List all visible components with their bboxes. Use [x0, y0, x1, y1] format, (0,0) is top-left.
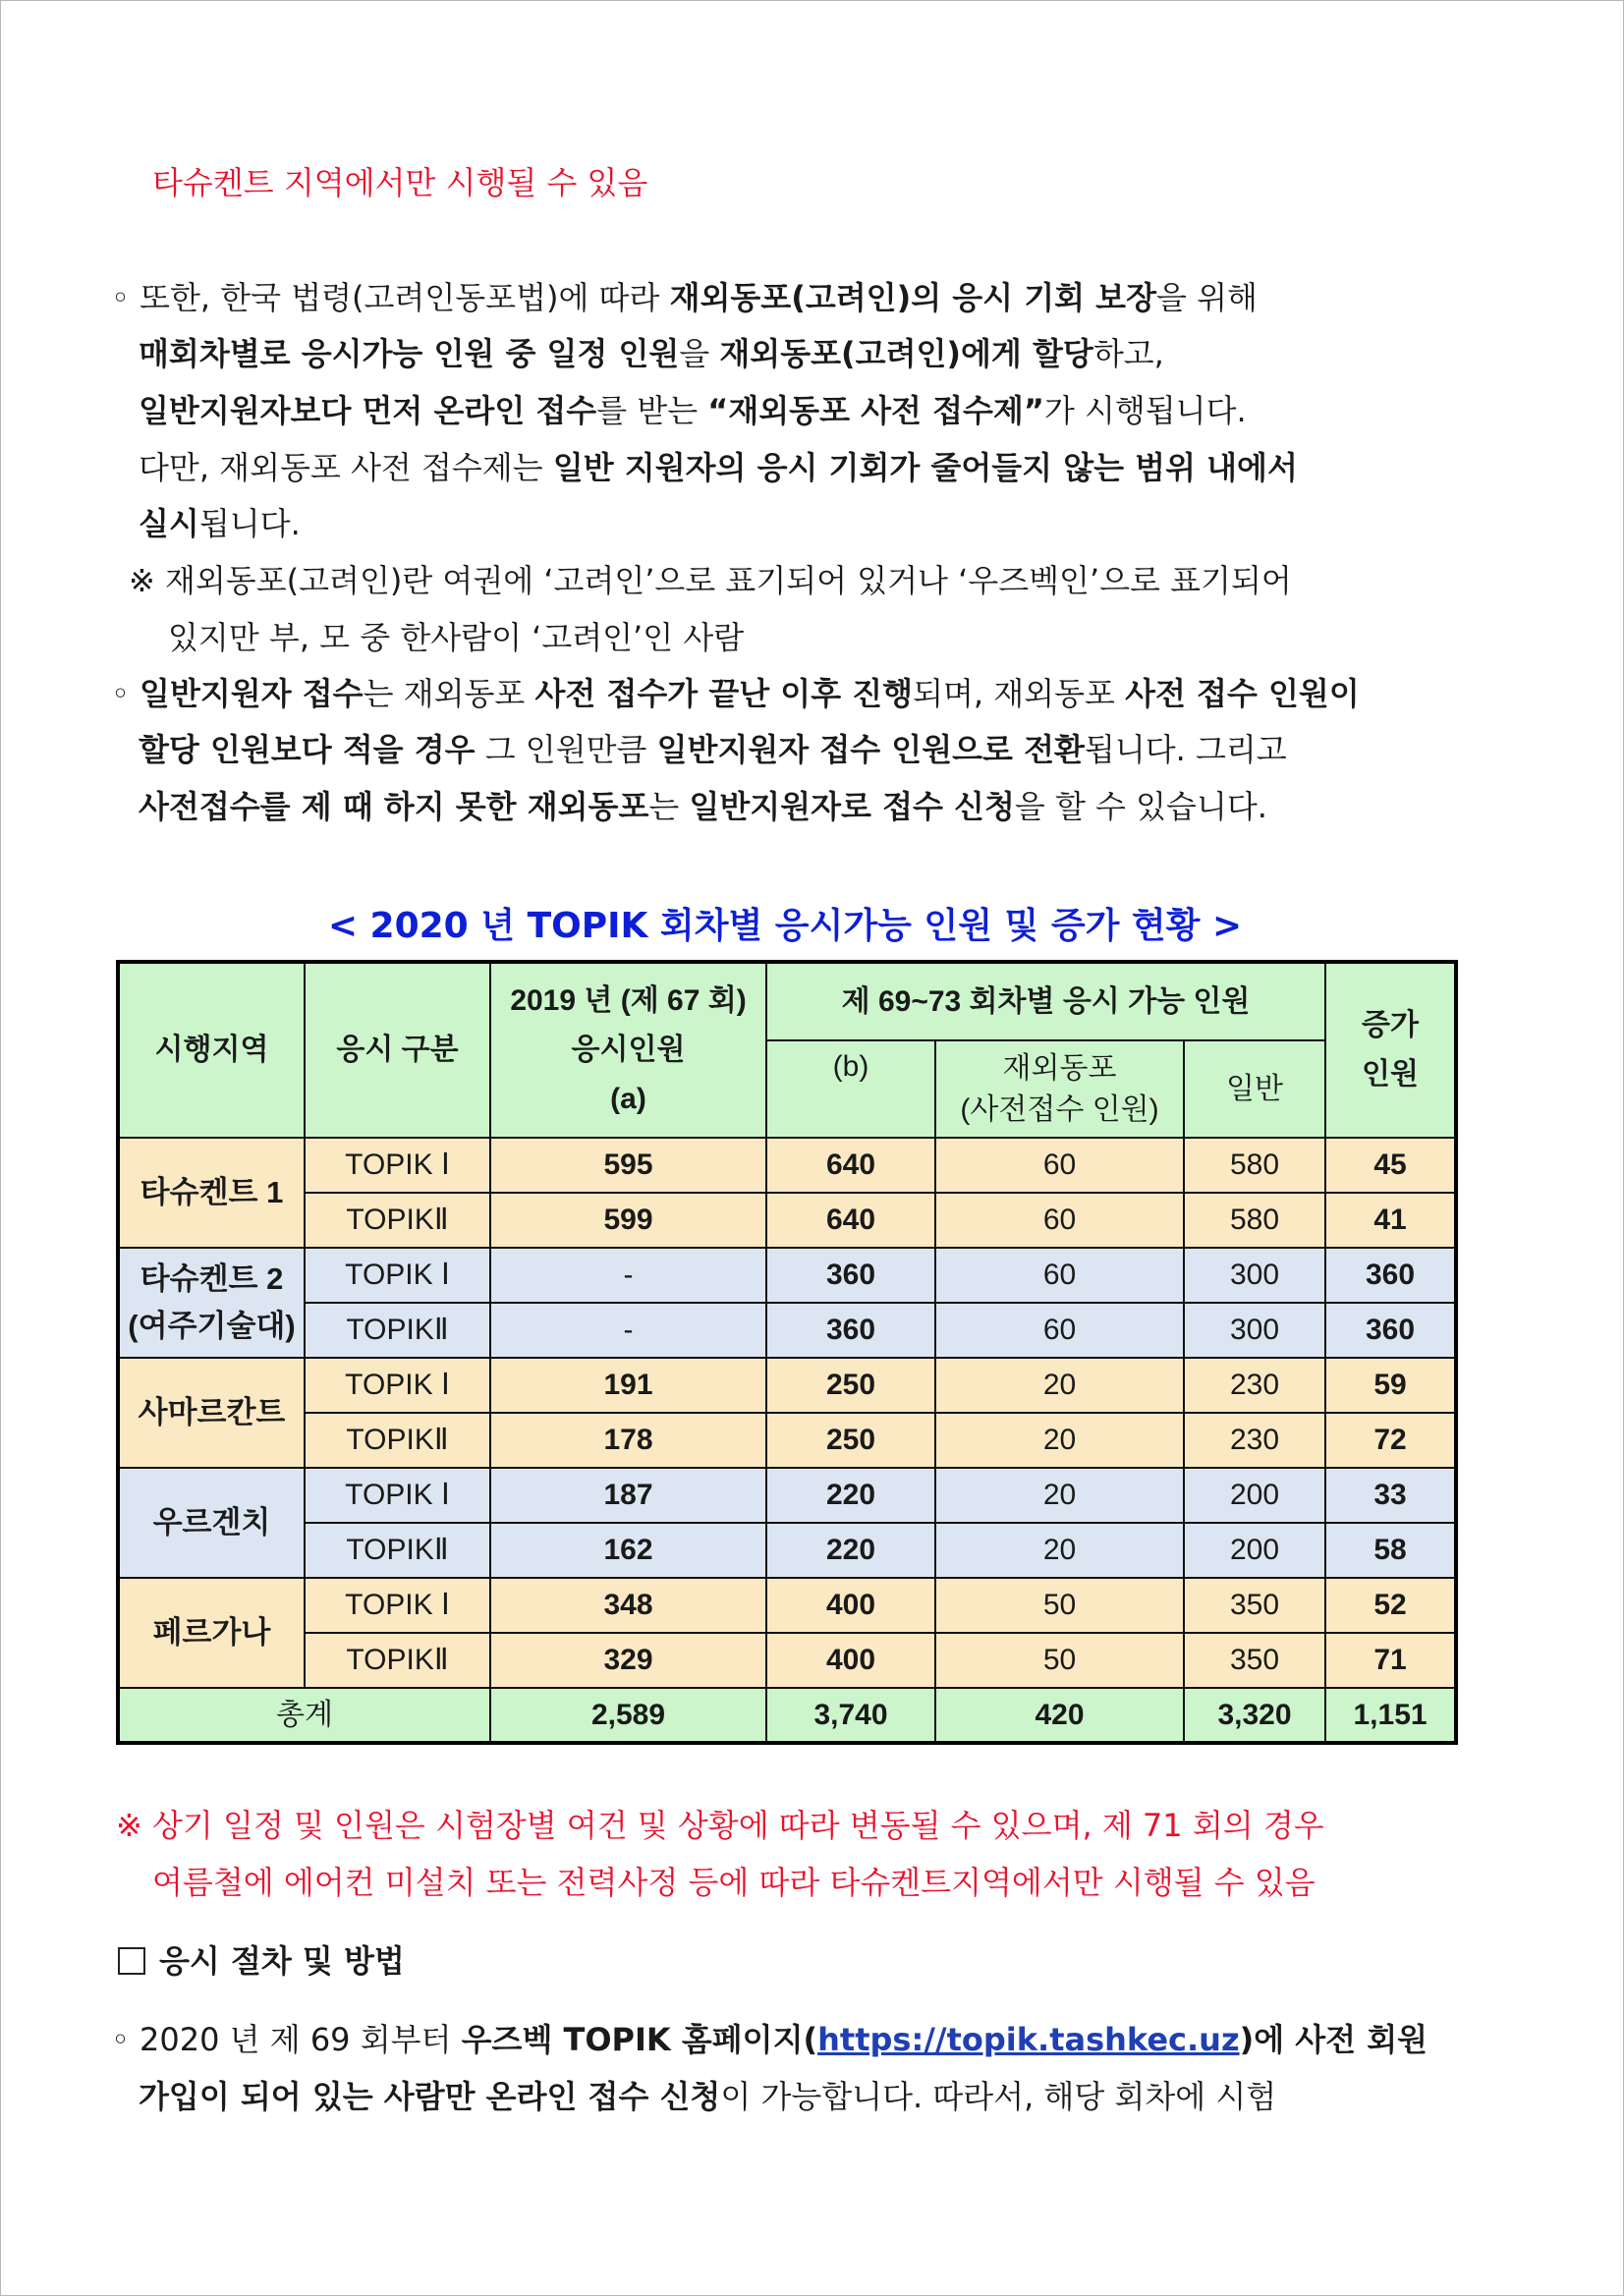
increase-cell: 360 — [1325, 1248, 1456, 1303]
region-cell: 타슈켄트 1 — [118, 1138, 305, 1248]
note1-line2: 있지만 부, 모 중 한사람이 ‘고려인’인 사람 — [168, 619, 745, 656]
text: 이 가능합니다. 따라서, 해당 회차에 시험 — [720, 2078, 1277, 2115]
region-cell: 사마르칸트 — [118, 1358, 305, 1468]
header-increase-1: 증가 — [1362, 1009, 1420, 1041]
prev-cell: 348 — [490, 1578, 766, 1633]
type-cell: TOPIKⅡ — [305, 1303, 490, 1358]
para1-line1 — [111, 278, 1258, 317]
para3-line1 — [111, 2020, 1428, 2059]
bold-text: 재외동포(고려인)의 응시 기회 보장 — [669, 279, 1157, 316]
b-cell: 360 — [766, 1248, 935, 1303]
increase-cell: 360 — [1325, 1303, 1456, 1358]
prev-cell: - — [490, 1303, 766, 1358]
region-name: 타슈켄트 2 — [140, 1261, 284, 1296]
para3-line2 — [139, 2077, 1276, 2116]
note1-line1: ※ 재외동포(고려인)란 여권에 ‘고려인’으로 표기되어 있거나 ‘우즈벡인’으로 표기되어 — [129, 562, 1292, 599]
text: 을 위해 — [1156, 279, 1258, 316]
bold-text: 일반지원자보다 먼저 온라인 접수 — [139, 392, 597, 429]
header-overseas-1: 재외동포 — [1002, 1051, 1117, 1085]
b-cell: 640 — [766, 1138, 935, 1193]
bold-text: 실시 — [139, 505, 199, 542]
bold-text: 사전 접수가 끝난 이후 진행 — [534, 675, 914, 712]
checkbox-icon — [118, 1947, 145, 1975]
overseas-cell: 60 — [935, 1193, 1184, 1248]
table-row — [118, 1138, 1456, 1193]
overseas-cell: 20 — [935, 1413, 1184, 1468]
increase-cell: 72 — [1325, 1413, 1456, 1468]
b-cell: 220 — [766, 1523, 935, 1578]
homepage-link[interactable]: https://topik.tashkec.uz — [817, 2021, 1240, 2058]
text: ◦ 2020 년 제 69 회부터 — [111, 2021, 462, 2058]
increase-cell: 52 — [1325, 1578, 1456, 1633]
intro-red-note: 타슈켄트 지역에서만 시행될 수 있음 — [152, 164, 648, 201]
table-row — [118, 1468, 1456, 1523]
topik-capacity-table — [116, 960, 1458, 1745]
prev-cell: 599 — [490, 1193, 766, 1248]
b-cell: 250 — [766, 1358, 935, 1413]
total-increase: 1,151 — [1325, 1688, 1456, 1743]
region-cell: 우르겐치 — [118, 1468, 305, 1578]
b-cell: 250 — [766, 1413, 935, 1468]
para1-line5 — [139, 504, 301, 543]
para2-line2 — [139, 730, 1287, 769]
header-b: (b) — [766, 1040, 935, 1138]
overseas-cell: 60 — [935, 1248, 1184, 1303]
text: ◦ 또한, 한국 법령(고려인동포법)에 따라 — [111, 279, 670, 316]
para2-line1 — [111, 674, 1360, 713]
header-increase — [1325, 962, 1456, 1138]
general-cell: 200 — [1184, 1523, 1325, 1578]
bold-text: 사전접수를 제 때 하지 못한 재외동포 — [139, 788, 649, 825]
total-b: 3,740 — [766, 1688, 935, 1743]
bold-text: 일반지원자 접수 — [140, 675, 364, 712]
overseas-cell: 50 — [935, 1578, 1184, 1633]
overseas-cell: 60 — [935, 1303, 1184, 1358]
table-row — [118, 1193, 1456, 1248]
prev-cell: - — [490, 1248, 766, 1303]
total-overseas: 420 — [935, 1688, 1184, 1743]
text: 을 할 수 있습니다. — [1014, 788, 1267, 825]
text: ◦ — [111, 675, 140, 712]
bold-text: 일반 지원자의 응시 기회가 줄어들지 않는 범위 내에서 — [552, 449, 1298, 486]
type-cell: TOPIKⅡ — [305, 1523, 490, 1578]
increase-cell: 58 — [1325, 1523, 1456, 1578]
b-cell: 360 — [766, 1303, 935, 1358]
general-cell: 580 — [1184, 1138, 1325, 1193]
overseas-cell: 20 — [935, 1358, 1184, 1413]
note2-line2: 여름철에 에어컨 미설치 또는 전력사정 등에 따라 타슈켄트지역에서만 시행될 수 있음 — [152, 1864, 1316, 1901]
header-rounds: 제 69~73 회차별 응시 가능 인원 — [766, 962, 1325, 1040]
general-cell: 230 — [1184, 1358, 1325, 1413]
b-cell: 400 — [766, 1633, 935, 1688]
header-overseas-2: (사전접수 인원) — [960, 1092, 1159, 1126]
total-prev: 2,589 — [490, 1688, 766, 1743]
type-cell: TOPIK Ⅰ — [305, 1578, 490, 1633]
table-row — [118, 1413, 1456, 1468]
text: 을 — [679, 335, 720, 372]
table-row — [118, 1633, 1456, 1688]
bold-text: 사전 접수 인원이 — [1125, 675, 1360, 712]
type-cell: TOPIK Ⅰ — [305, 1358, 490, 1413]
increase-cell: 45 — [1325, 1138, 1456, 1193]
header-type: 응시 구분 — [305, 962, 490, 1138]
overseas-cell: 20 — [935, 1523, 1184, 1578]
bold-text: 할당 인원보다 적을 경우 — [139, 731, 476, 768]
bold-text: 우즈벡 TOPIK 홈페이지( — [461, 2021, 818, 2058]
total-general: 3,320 — [1184, 1688, 1325, 1743]
bold-text: )에 사전 회원 — [1239, 2021, 1428, 2058]
text: 다만, 재외동포 사전 접수제는 — [139, 449, 553, 486]
table-row — [118, 1358, 1456, 1413]
general-cell: 580 — [1184, 1193, 1325, 1248]
prev-cell: 178 — [490, 1413, 766, 1468]
header-prev-year — [490, 962, 766, 1138]
increase-cell: 59 — [1325, 1358, 1456, 1413]
note2-line1: ※ 상기 일정 및 인원은 시험장별 여건 및 상황에 따라 변동될 수 있으며, 제 71 회의 경우 — [116, 1807, 1324, 1844]
overseas-cell: 20 — [935, 1468, 1184, 1523]
overseas-cell: 60 — [935, 1138, 1184, 1193]
para1-line2 — [139, 334, 1164, 373]
region-cell — [118, 1248, 305, 1358]
prev-cell: 187 — [490, 1468, 766, 1523]
b-cell: 220 — [766, 1468, 935, 1523]
bold-text: 일반지원자 접수 인원으로 전환 — [656, 731, 1085, 768]
region-name-sub: (여주기술대) — [128, 1309, 296, 1343]
type-cell: TOPIKⅡ — [305, 1193, 490, 1248]
b-cell: 400 — [766, 1578, 935, 1633]
table-title: < 2020 년 TOPIK 회차별 응시가능 인원 및 증가 현황 > — [327, 906, 1243, 946]
text: 되며, 재외동포 — [913, 675, 1126, 712]
general-cell: 300 — [1184, 1248, 1325, 1303]
bold-text: “재외동포 사전 접수제” — [707, 392, 1044, 429]
general-cell: 200 — [1184, 1468, 1325, 1523]
type-cell: TOPIK Ⅰ — [305, 1138, 490, 1193]
header-overseas — [935, 1040, 1184, 1138]
general-cell: 350 — [1184, 1633, 1325, 1688]
para1-line3 — [139, 391, 1247, 430]
general-cell: 350 — [1184, 1578, 1325, 1633]
header-increase-2: 인원 — [1362, 1058, 1420, 1091]
bold-text: 일반지원자로 접수 신청 — [689, 788, 1015, 825]
increase-cell: 41 — [1325, 1193, 1456, 1248]
header-general: 일반 — [1184, 1040, 1325, 1138]
text: 는 — [648, 788, 690, 825]
general-cell: 230 — [1184, 1413, 1325, 1468]
type-cell: TOPIKⅡ — [305, 1633, 490, 1688]
type-cell: TOPIK Ⅰ — [305, 1248, 490, 1303]
text: 됩니다. — [198, 505, 301, 542]
prev-cell: 162 — [490, 1523, 766, 1578]
increase-cell: 33 — [1325, 1468, 1456, 1523]
text: 를 받는 — [596, 392, 708, 429]
prev-cell: 191 — [490, 1358, 766, 1413]
text: 는 재외동포 — [363, 675, 535, 712]
table-row — [118, 1523, 1456, 1578]
table-row — [118, 1248, 1456, 1303]
general-cell: 300 — [1184, 1303, 1325, 1358]
para2-line3 — [139, 787, 1267, 826]
b-cell: 640 — [766, 1193, 935, 1248]
overseas-cell: 50 — [935, 1633, 1184, 1688]
section-heading-text: 응시 절차 및 방법 — [159, 1942, 405, 1980]
text: 그 인원만큼 — [475, 731, 657, 768]
header-prev-1: 2019 년 (제 67 회) — [510, 984, 747, 1017]
bold-text: 재외동포(고려인)에게 할당 — [719, 335, 1093, 372]
header-prev-3: (a) — [610, 1083, 646, 1115]
type-cell: TOPIK Ⅰ — [305, 1468, 490, 1523]
type-cell: TOPIKⅡ — [305, 1413, 490, 1468]
prev-cell: 329 — [490, 1633, 766, 1688]
table-row — [118, 1578, 1456, 1633]
header-region: 시행지역 — [118, 962, 305, 1138]
prev-cell: 595 — [490, 1138, 766, 1193]
bold-text: 매회차별로 응시가능 인원 중 일정 인원 — [139, 335, 680, 372]
text: 하고, — [1092, 335, 1164, 372]
total-label: 총계 — [118, 1688, 490, 1743]
header-prev-2: 응시인원 — [571, 1034, 686, 1066]
table-row — [118, 1303, 1456, 1358]
increase-cell: 71 — [1325, 1633, 1456, 1688]
para1-line4 — [139, 448, 1298, 487]
region-cell: 페르가나 — [118, 1578, 305, 1688]
text: 가 시행됩니다. — [1043, 392, 1247, 429]
section-heading — [118, 1940, 405, 1982]
total-row — [118, 1688, 1456, 1743]
bold-text: 가입이 되어 있는 사람만 온라인 접수 신청 — [139, 2078, 721, 2115]
text: 됩니다. 그리고 — [1084, 731, 1287, 768]
